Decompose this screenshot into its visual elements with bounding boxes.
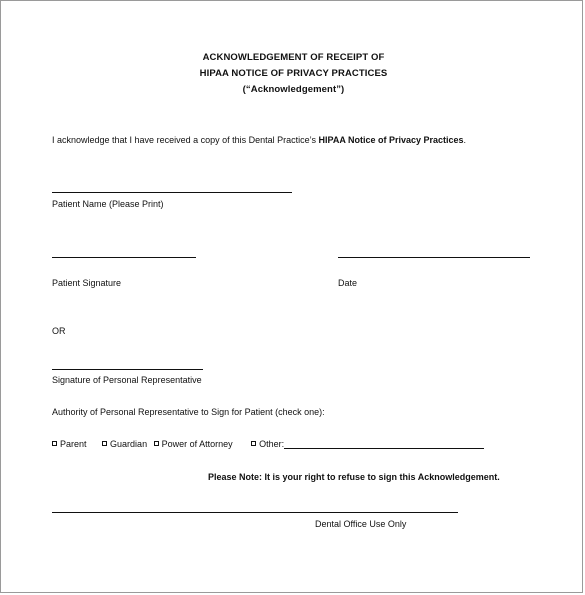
rep-signature-field[interactable] bbox=[52, 369, 203, 370]
statement-emphasis: HIPAA Notice of Privacy Practices bbox=[318, 135, 464, 145]
other-field[interactable] bbox=[284, 448, 484, 449]
patient-name-field[interactable] bbox=[52, 192, 292, 193]
guardian-option-label: Guardian bbox=[110, 439, 148, 449]
refusal-note: Please Note: It is your right to refuse to sign this Acknowledgement. bbox=[208, 472, 500, 482]
poa-option-label: Power of Attorney bbox=[161, 439, 233, 449]
authority-label: Authority of Personal Representative to Sign for Patient (check one): bbox=[52, 407, 325, 417]
guardian-checkbox[interactable] bbox=[102, 441, 107, 446]
office-use-divider bbox=[52, 512, 458, 513]
title-line-1: ACKNOWLEDGEMENT OF RECEIPT OF bbox=[202, 52, 385, 63]
statement-suffix: . bbox=[463, 135, 467, 145]
poa-checkbox[interactable] bbox=[154, 441, 159, 446]
title-line-3: (“Acknowledgement”) bbox=[242, 84, 345, 95]
acknowledgement-statement bbox=[52, 135, 466, 145]
title-line-2: HIPAA NOTICE OF PRIVACY PRACTICES bbox=[199, 68, 388, 79]
rep-signature-label: Signature of Personal Representative bbox=[52, 375, 202, 385]
statement-prefix: I acknowledge that I have received a copy of this Dental Practice’s bbox=[52, 135, 319, 145]
parent-checkbox[interactable] bbox=[52, 441, 57, 446]
patient-name-label: Patient Name (Please Print) bbox=[52, 199, 164, 209]
other-option-label: Other: bbox=[259, 439, 285, 449]
authority-options bbox=[52, 439, 284, 449]
office-use-label: Dental Office Use Only bbox=[315, 519, 407, 529]
parent-option-label: Parent bbox=[60, 439, 87, 449]
or-label: OR bbox=[52, 326, 66, 336]
date-label: Date bbox=[338, 278, 358, 288]
patient-signature-label: Patient Signature bbox=[52, 278, 122, 288]
date-field[interactable] bbox=[338, 257, 530, 258]
patient-signature-field[interactable] bbox=[52, 257, 196, 258]
other-checkbox[interactable] bbox=[251, 441, 256, 446]
